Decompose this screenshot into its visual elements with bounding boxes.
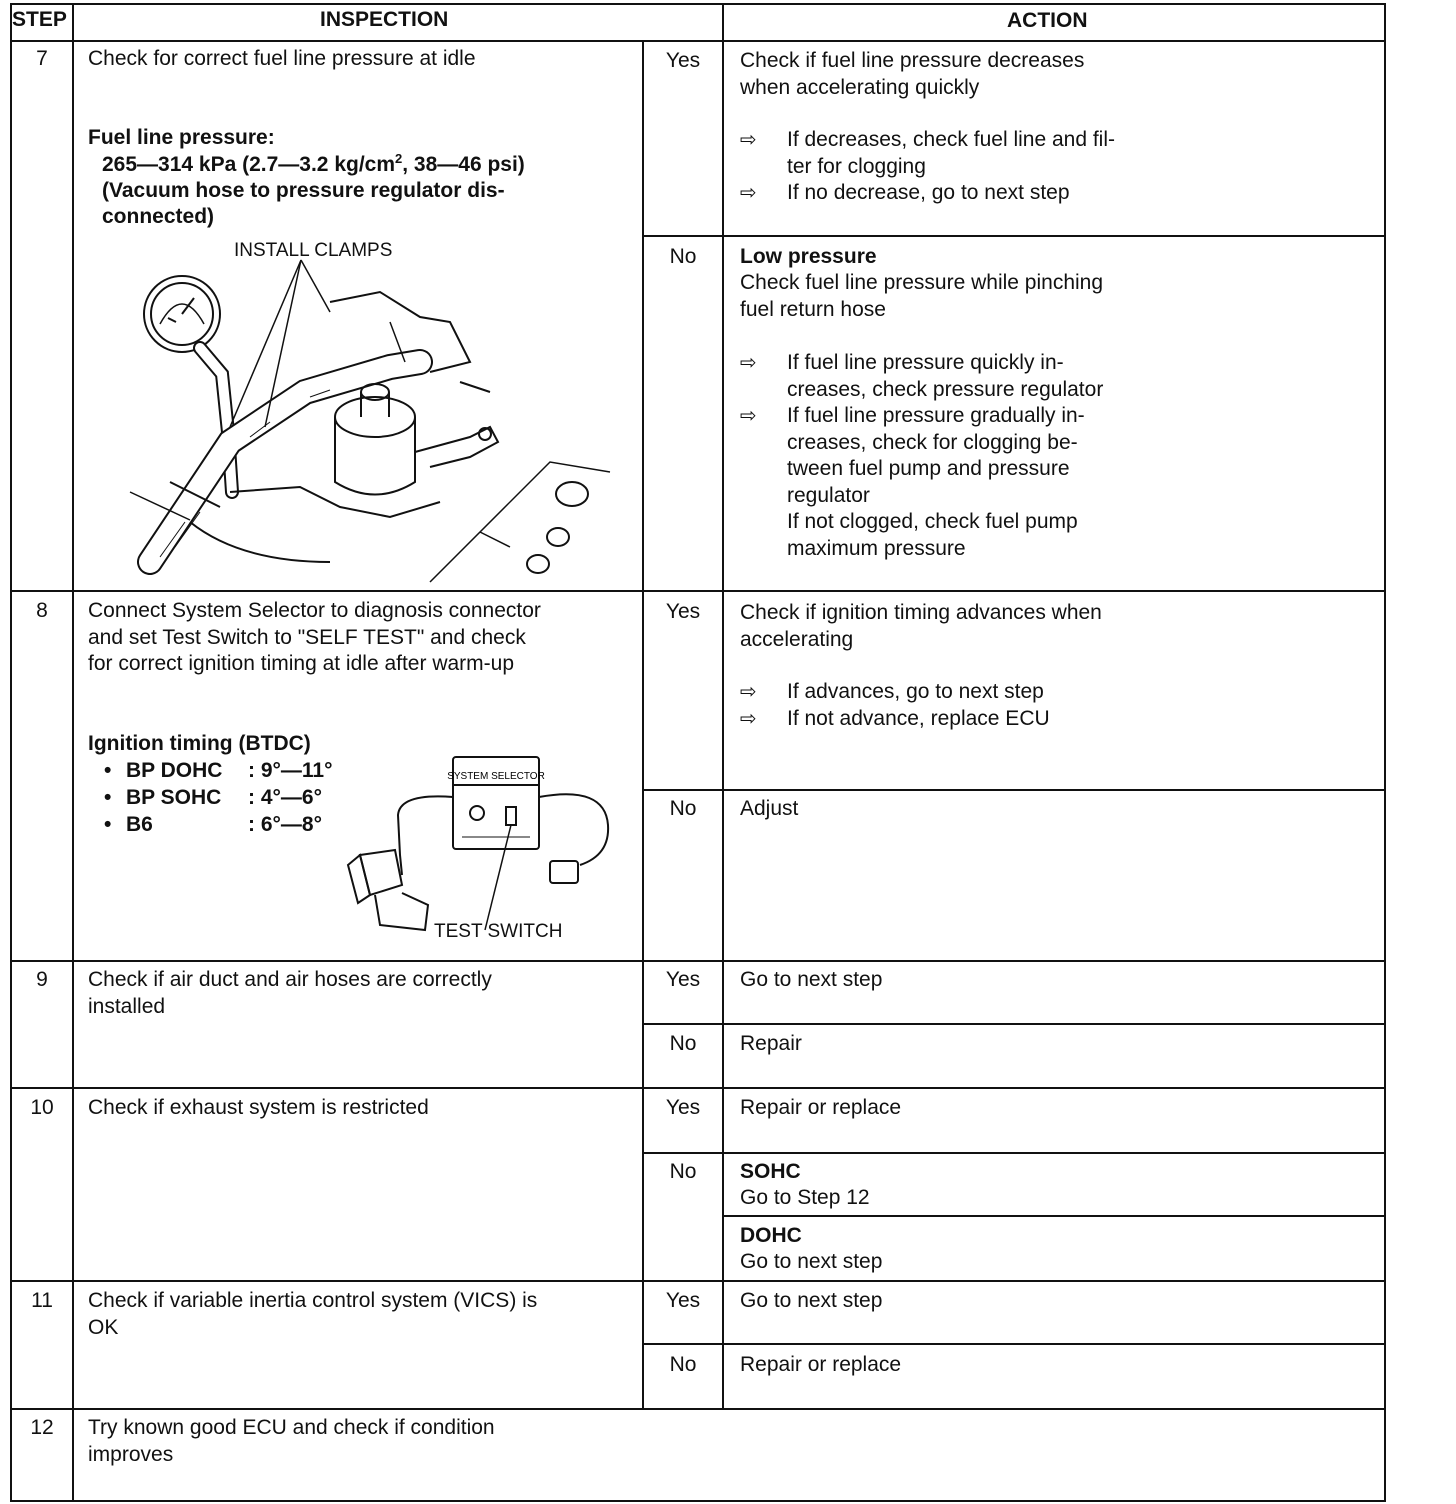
step-10-no-label: No — [669, 1160, 697, 1183]
step-7-yes-action: Check if fuel line pressure decreases when accelerating quickly — [740, 49, 1085, 99]
step-10-yes-action: Repair or replace — [740, 1096, 902, 1119]
arrow-icon: ⇨ — [740, 352, 757, 374]
system-selector-title: SYSTEM SELECTOR — [447, 771, 545, 782]
step-10-no-sohc-title: SOHC — [740, 1160, 801, 1183]
step-7-no-title: Low pressure — [740, 245, 877, 268]
step-11-no-action: Repair or replace — [740, 1353, 902, 1376]
step-8-yes-action: Check if ignition timing advances when accelerating — [740, 601, 1102, 651]
header-action: ACTION — [1007, 9, 1088, 32]
arrow-icon: ⇨ — [740, 708, 757, 730]
step-7-no-item-2: If fuel line pressure gradually in- creases, check for clogging be- tween fuel pump and pressure regulator If not clogged, check fuel pump maximum pressure — [787, 404, 1085, 560]
arrow-icon: ⇨ — [740, 129, 757, 151]
step-10-yes-label: Yes — [665, 1096, 701, 1119]
arrow-icon: ⇨ — [740, 681, 757, 703]
step-11-no-label: No — [669, 1353, 697, 1376]
step-7-yes-item-2: If no decrease, go to next step — [787, 181, 1070, 204]
system-selector-illustration — [340, 755, 620, 945]
list-bullet: • — [104, 786, 112, 809]
step-7-spec-title: Fuel line pressure: — [88, 126, 275, 149]
step-12-number: 12 — [30, 1416, 54, 1439]
spec-engine: BP DOHC — [126, 759, 223, 782]
list-bullet: • — [104, 813, 112, 836]
spec-engine: B6 — [126, 813, 153, 836]
step-10-no-dohc-action: Go to next step — [740, 1250, 883, 1273]
step-7-spec-line1: 265—314 kPa (2.7—3.2 $kg/cm^2$, 38—46 psi) — [102, 151, 525, 176]
step-11-yes-label: Yes — [665, 1289, 701, 1312]
fuel-pressure-gauge-illustration — [130, 262, 630, 584]
step-10-no-dohc-title: DOHC — [740, 1224, 802, 1247]
step-10-no-sohc-action: Go to Step 12 — [740, 1186, 870, 1209]
step-9-yes-action: Go to next step — [740, 968, 883, 991]
step-9-no-action: Repair — [740, 1032, 802, 1055]
step-9-no-label: No — [669, 1032, 697, 1055]
step-8-inspection: Connect System Selector to diagnosis connector and set Test Switch to "SELF TEST" and check for correct ignition timing at idle after warm-up — [88, 599, 541, 675]
step-8-yes-item-2: If not advance, replace ECU — [787, 707, 1050, 730]
list-bullet: • — [104, 759, 112, 782]
step-7-yes-item-1: If decreases, check fuel line and fil- ter for clogging — [787, 128, 1116, 178]
step-12-inspection: Try known good ECU and check if condition improves — [88, 1416, 495, 1466]
step-7-spec-line2: (Vacuum hose to pressure regulator dis- — [102, 179, 505, 202]
step-7-no-label: No — [669, 245, 697, 268]
step-7-no-item-1: If fuel line pressure quickly in- creases, check pressure regulator — [787, 351, 1104, 401]
step-7-number: 7 — [36, 47, 48, 70]
step-7-figure-label: INSTALL CLAMPS — [234, 240, 393, 261]
step-8-spec-title: Ignition timing (BTDC) — [88, 732, 311, 755]
step-10-inspection: Check if exhaust system is restricted — [88, 1096, 429, 1119]
header-step: STEP — [12, 8, 67, 31]
header-inspection: INSPECTION — [320, 8, 449, 31]
step-7-spec-line3: connected) — [102, 205, 215, 228]
step-8-no-action: Adjust — [740, 797, 799, 820]
step-11-number: 11 — [31, 1289, 53, 1312]
step-7-inspection: Check for correct fuel line pressure at idle — [88, 47, 476, 70]
step-7-yes-label: Yes — [665, 49, 701, 72]
spec-value: : 6°—8° — [248, 813, 322, 836]
step-9-yes-label: Yes — [665, 968, 701, 991]
step-9-number: 9 — [36, 968, 48, 991]
step-7-no-action: Check fuel line pressure while pinching fuel return hose — [740, 271, 1104, 321]
step-8-yes-label: Yes — [665, 600, 701, 623]
arrow-icon: ⇨ — [740, 182, 757, 204]
step-8-yes-item-1: If advances, go to next step — [787, 680, 1044, 703]
spec-value: : 4°—6° — [248, 786, 322, 809]
spec-value: : 9°—11° — [248, 759, 333, 782]
spec-engine: BP SOHC — [126, 786, 222, 809]
step-8-figure-label: TEST SWITCH — [434, 921, 563, 942]
arrow-icon: ⇨ — [740, 405, 757, 427]
step-10-number: 10 — [30, 1096, 54, 1119]
step-11-inspection: Check if variable inertia control system (VICS) is OK — [88, 1289, 538, 1339]
step-8-number: 8 — [36, 599, 48, 622]
step-11-yes-action: Go to next step — [740, 1289, 883, 1312]
step-9-inspection: Check if air duct and air hoses are correctly installed — [88, 968, 492, 1018]
step-8-no-label: No — [669, 797, 697, 820]
